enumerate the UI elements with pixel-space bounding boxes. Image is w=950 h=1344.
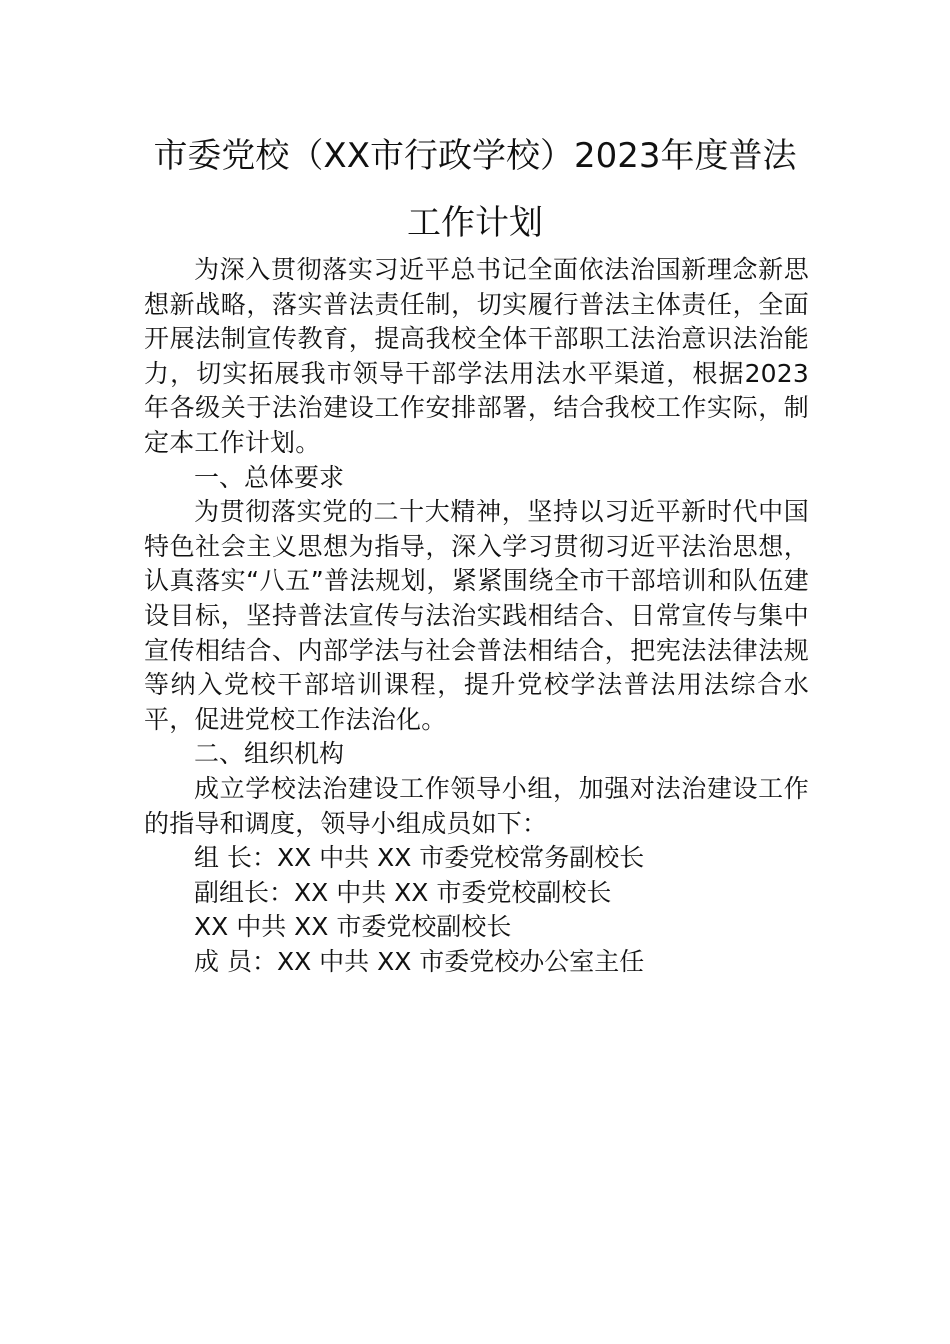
member-line-deputy-leader-2: XX 中共 XX 市委党校副校长 [194,912,512,942]
section-heading-overall-requirements: 一、总体要求 [194,462,345,492]
overall-requirements-paragraph: 为贯彻落实党的二十大精神，坚持以习近平新时代中国特色社会主义思想为指导，深入学习贯彻习近平法治思想，认真落实“八五”普法规划，紧紧围绕全市干部培训和队伍建设目标，坚持普法宣传与法治实践相结合、日常宣传与集中宣传相结合、内部学法与社会普法相结合，把宪法法律法规等纳入党校干部培训课程，提升党校学法普法用法综合水平，促进党校工作法治化。 [144,497,809,734]
document-body [144,253,809,979]
intro-paragraph: 为深入贯彻落实习近平总书记全面依法治国新理念新思想新战略，落实普法责任制，切实履行普法主体责任，全面开展法制宣传教育，提高我校全体干部职工法治意识法治能力，切实拓展我市领导干部学法用法水平渠道，根据2023年各级关于法治建设工作安排部署，结合我校工作实际，制定本工作计划。 [144,255,809,457]
member-line-deputy-leader: 副组长：XX 中共 XX 市委党校副校长 [194,877,612,907]
member-line-leader: 组 长：XX 中共 XX 市委党校常务副校长 [194,843,645,873]
document-title-line-2: 工作计划 [407,203,543,243]
document-title-line-1: 市委党校（XX市行政学校）2023年度普法 [153,136,797,176]
organization-paragraph: 成立学校法治建设工作领导小组，加强对法治建设工作的指导和调度，领导小组成员如下： [144,773,809,838]
section-heading-organization: 二、组织机构 [194,739,345,769]
member-line-member: 成 员：XX 中共 XX 市委党校办公室主任 [194,946,645,976]
